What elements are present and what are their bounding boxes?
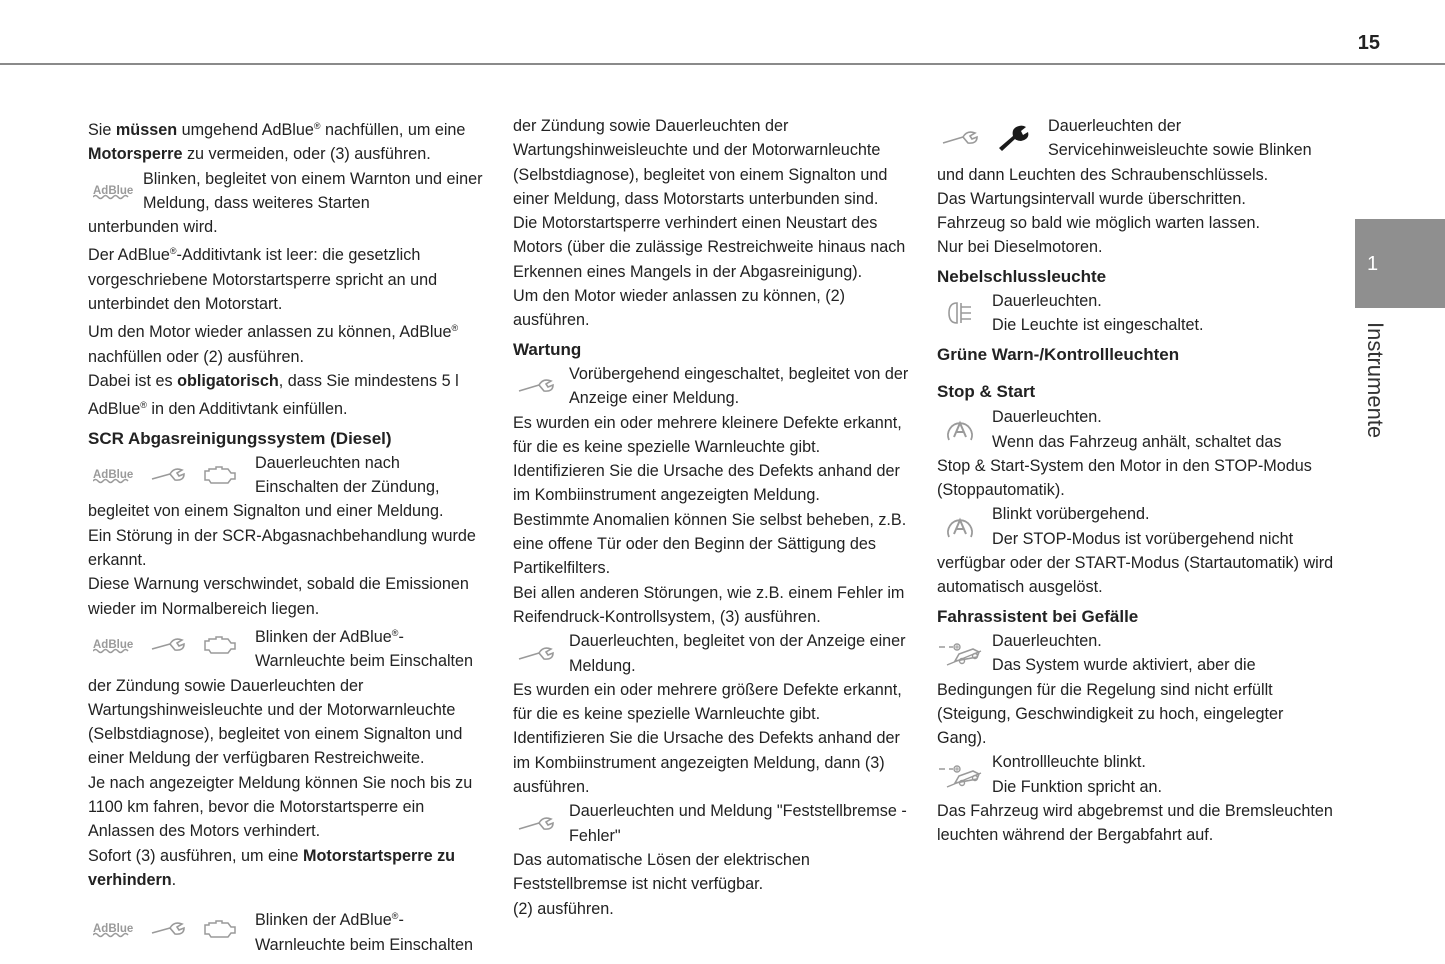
section-heading-hill-assist: Fahrassistent bei Gefälle [937,606,1139,626]
chapter-number: 1 [1367,253,1379,275]
icon-description: Dauerleuchten, begleitet von der Anzeige einer Meldung. [569,632,906,675]
section-heading-wartung: Wartung [513,339,582,359]
paragraph: begleitet von einem Signalton und einer Meldung. [88,502,444,521]
adblue-warning-row [88,167,488,216]
icon-description: Blinken der AdBlue®-Warnleuchte beim Einschalten [255,627,474,671]
icon-description: Vorübergehend eingeschaltet, begleitet von der Anzeige einer Meldung. [569,364,909,408]
column-middle [513,114,913,921]
stop-start-icon [937,511,981,543]
paragraph: Je nach angezeigter Meldung können Sie noch bis zu 1100 km fahren, bevor die Motorstartsperre ein Anlassen des Motors verhindert. [88,773,473,841]
paragraph: verfügbar oder der START-Modus (Startautomatik) wird automatisch ausgelöst. [937,554,1334,597]
paragraph: Bedingungen für die Regelung sind nicht erfüllt (Steigung, Geschwindigkeit zu hoch, eingelegter Gang). [937,680,1284,748]
paragraph: Der AdBlue®-Additivtank ist leer: die gesetzlich vorgeschriebene Motorstartsperre spricht an und unterbindet den Motorstart. [88,246,438,314]
page-number: 15 [1357,32,1380,54]
stop-start-row [937,502,1337,551]
service-icon-row [513,629,913,678]
paragraph: und dann Leuchten des Schraubenschlüssels. [937,165,1269,184]
engine-warning-icon [200,632,240,658]
paragraph: Um den Motor wieder anlassen zu können, AdBlue® nachfüllen oder (2) ausführen. [88,323,459,366]
header-rule [0,63,1445,65]
column-right [937,114,1337,848]
paragraph: Fahrzeug so bald wie möglich warten lassen. [937,214,1261,233]
engine-warning-icon [200,916,240,942]
paragraph: der Zündung sowie Dauerleuchten der Wartungshinweisleuchte und der Motorwarnleuchte (Selbstdiagnose), begleitet von einem Signalton und einer Meldung, dass Motorstarts unterbunden sind. [513,117,888,208]
chapter-title: Instrumente [1363,322,1388,439]
paragraph: Sie müssen umgehend AdBlue® nachfüllen, um eine Motorsperre zu vermeiden, oder (3) ausführen. [88,121,466,164]
hill-descent-icon [937,759,987,791]
service-wrench-icon [144,917,192,941]
icon-description: Dauerleuchten der Servicehinweisleuchte sowie Blinken [1048,117,1312,160]
stop-start-row [937,405,1337,454]
paragraph: (2) ausführen. [513,899,614,918]
service-wrench-icon [513,812,561,836]
hill-descent-row [937,750,1337,799]
stop-start-icon [937,414,981,446]
adblue-icon: AdBlue [93,184,134,197]
paragraph: Das automatische Lösen der elektrischen Feststellbremse ist nicht verfügbar. [513,850,810,894]
adblue-icon: AdBlue [93,469,134,482]
service-icon-row [513,362,913,411]
service-wrench-icon [144,633,192,657]
wrench-icon [993,124,1033,152]
section-heading-nebel: Nebelschlussleuchte [937,266,1107,286]
paragraph: Bei allen anderen Störungen, wie z.B. einem Fehler im Reifendruck-Kontrollsystem, (3) ausführen. [513,583,905,626]
paragraph: Um den Motor wieder anlassen zu können, (2) ausführen. [513,287,846,330]
icon-description: Dauerleuchten. Das System wurde aktiviert, aber die [992,631,1256,675]
paragraph: Sofort (3) ausführen, um eine Motorstartsperre zu verhindern. [88,846,456,889]
section-heading-scr: SCR Abgasreinigungssystem (Diesel) [88,428,392,448]
paragraph: Nur bei Dieselmotoren. [937,238,1103,257]
adblue-icon: AdBlue [93,922,134,935]
scr-icon-row [88,451,488,500]
paragraph: Identifizieren Sie die Ursache des Defekts anhand der im Kombiinstrument angezeigten Meldung, dann (3) ausführen. [513,729,900,797]
service-interval-row [937,114,1337,163]
paragraph: Diese Warnung verschwindet, sobald die Emissionen wieder im Normalbereich liegen. [88,575,469,618]
service-wrench-icon [513,374,561,398]
icon-description: Dauerleuchten und Meldung "Feststellbremse - Fehler" [569,802,907,845]
fog-lamp-row [937,289,1337,338]
icon-description: Blinkt vorübergehend. Der STOP-Modus ist vorübergehend nicht [992,505,1294,548]
rear-fog-lamp-icon [937,298,981,328]
service-wrench-icon [144,463,192,487]
icon-description: Blinken der AdBlue®-Warnleuchte beim Einschalten [255,911,474,954]
column-left [88,114,488,957]
paragraph: Dabei ist es obligatorisch, dass Sie mindestens 5 l AdBlue® in den Additivtank einfüllen. [88,371,459,419]
paragraph: Ein Störung in der SCR-Abgasnachbehandlung wurde erkannt. [88,526,476,570]
paragraph: Es wurden ein oder mehrere größere Defekte erkannt, für die es keine spezielle Warnleuchte gibt. [513,680,902,724]
service-icon-row [513,799,913,848]
paragraph: Das Wartungsintervall wurde überschritten. [937,189,1246,208]
service-wrench-icon [937,126,985,150]
icon-description: Blinken, begleitet von einem Warnton und einer Meldung, dass weiteres Starten [143,169,483,212]
icon-description: Dauerleuchten. Die Leuchte ist eingeschaltet. [992,292,1204,335]
paragraph: der Zündung sowie Dauerleuchten der Wartungshinweisleuchte und der Motorwarnleuchte (Selbstdiagnose), begleitet von einem Signalton und einer Meldung der verfügbaren Restreichweite. [88,676,463,768]
scr-icon-row [88,904,488,957]
paragraph: Das Fahrzeug wird abgebremst und die Bremsleuchten leuchten während der Bergabfahrt auf. [937,802,1333,845]
paragraph: Stop & Start-System den Motor in den STOP-Modus (Stoppautomatik). [937,456,1312,500]
engine-warning-icon [200,462,240,488]
paragraph: Bestimmte Anomalien können Sie selbst beheben, z.B. eine offene Tür oder den Beginn der Sättigung des Partikelfilters. [513,510,907,578]
paragraph: Die Motorstartsperre verhindert einen Neustart des Motors (über die zulässige Restreichweite hinaus nach Erkennen eines Mangels in der Abgasreinigung). [513,214,906,281]
icon-description: Dauerleuchten. Wenn das Fahrzeug anhält, schaltet das [992,408,1282,451]
scr-icon-row [88,621,488,674]
paragraph: unterbunden wird. [88,218,218,237]
hill-descent-row [937,629,1337,678]
icon-description: Dauerleuchten nach Einschalten der Zündung, [255,453,440,497]
paragraph: Identifizieren Sie die Ursache des Defekts anhand der im Kombiinstrument angezeigten Meldung. [513,462,900,505]
paragraph: Es wurden ein oder mehrere kleinere Defekte erkannt, für die es keine spezielle Warnleuchte gibt. [513,413,902,456]
icon-description: Kontrollleuchte blinkt. Die Funktion spricht an. [992,753,1163,796]
adblue-icon: AdBlue [93,639,134,652]
hill-descent-icon [937,637,987,669]
section-heading-stop-start: Stop & Start [937,381,1036,401]
service-wrench-icon [513,642,561,666]
section-heading-green-lamps: Grüne Warn-/Kontrollleuchten [937,344,1180,364]
chapter-tab[interactable] [1355,219,1445,308]
